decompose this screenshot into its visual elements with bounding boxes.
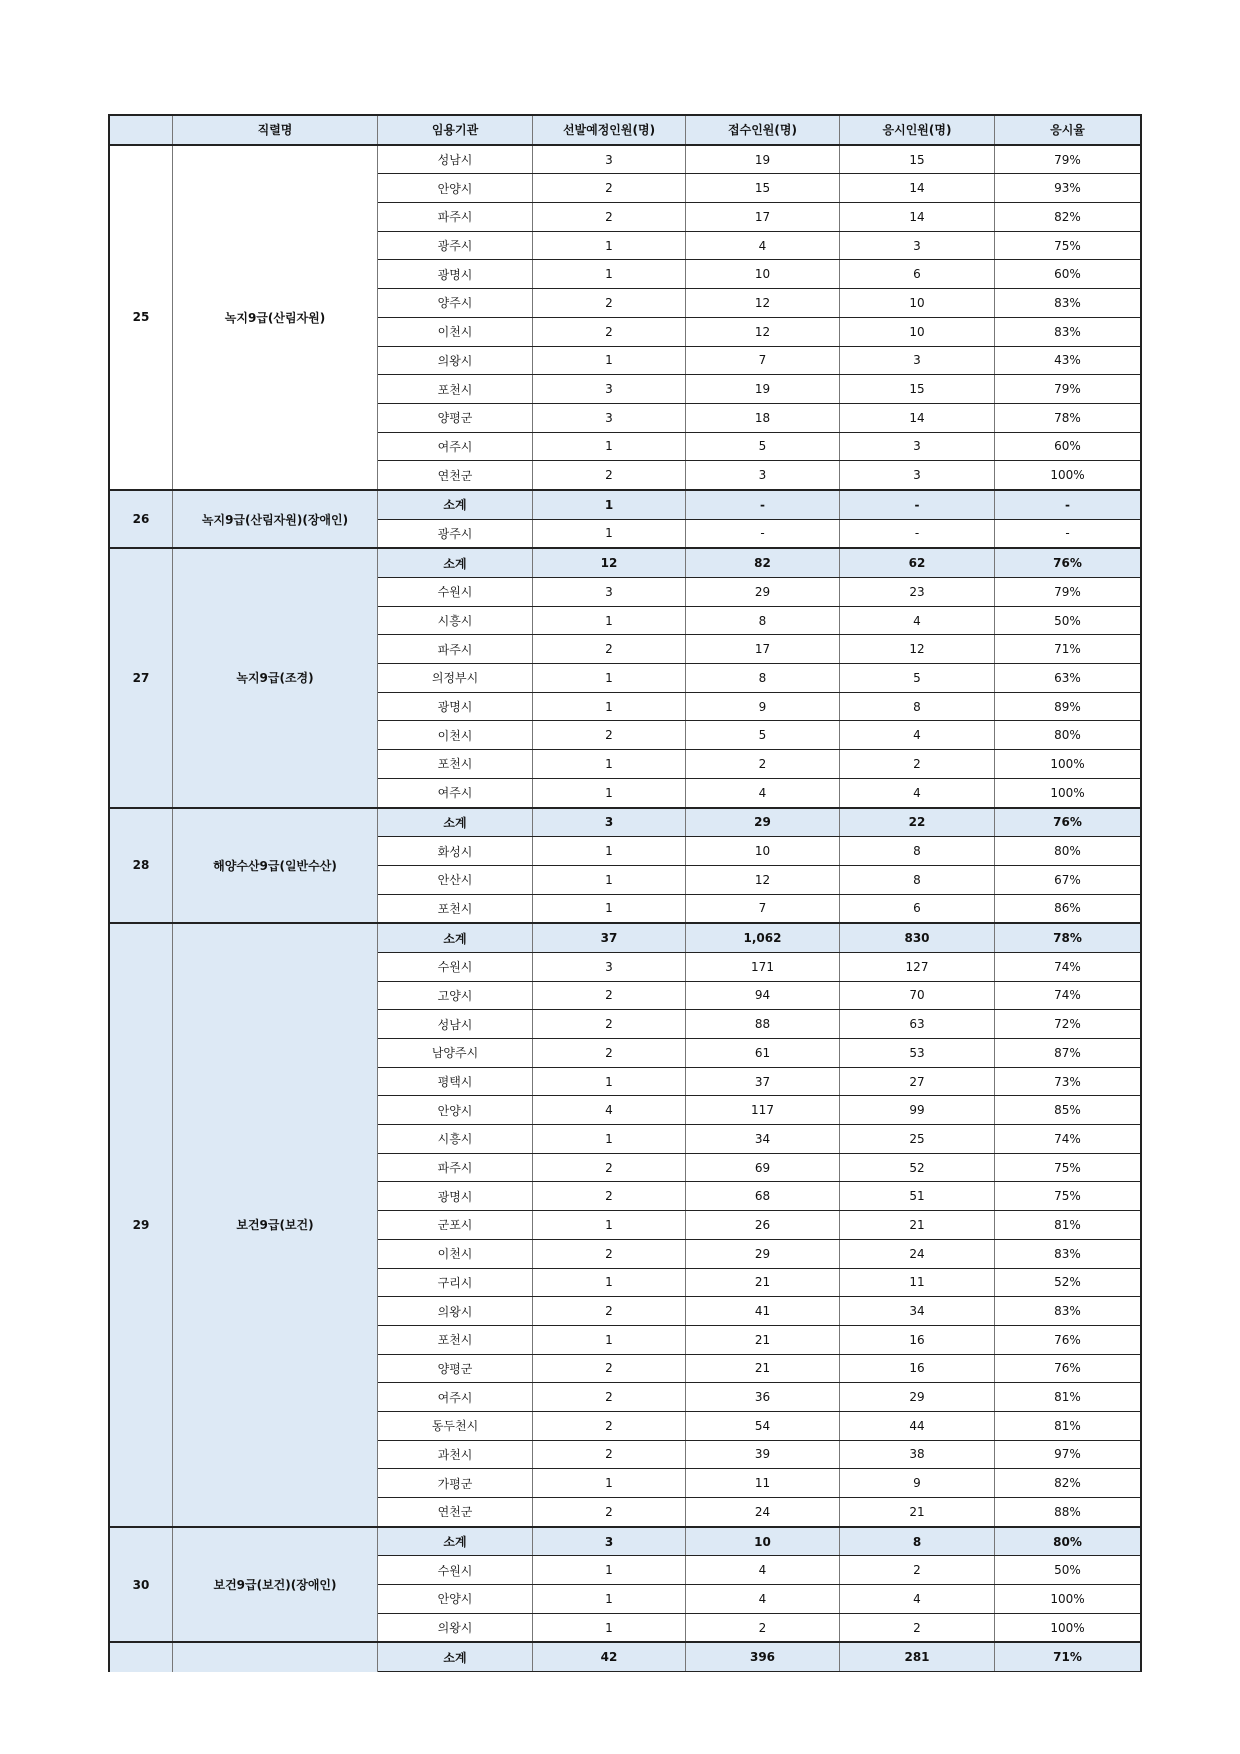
attendance-rate-cell: 74% [995,952,1142,981]
subtotal-row [109,548,1141,577]
planned-cell: 1 [533,1125,686,1154]
applied-cell: 2 [686,750,840,779]
applied-cell: 19 [686,145,840,174]
header-applied: 접수인원(명) [686,115,840,145]
attended-cell: 6 [840,260,995,289]
agency-cell: 과천시 [378,1440,533,1469]
applied-cell: 26 [686,1211,840,1240]
attendance-rate-cell: 78% [995,923,1142,952]
attendance-rate-cell: 60% [995,432,1142,461]
attended-cell: 8 [840,837,995,866]
agency-cell: 광명시 [378,692,533,721]
planned-cell: 1 [533,346,686,375]
job-series-name [173,1642,378,1671]
group-number: 30 [109,1527,173,1643]
applied-cell: 171 [686,952,840,981]
recruitment-stats-table [108,114,1142,1672]
header-no [109,115,173,145]
planned-cell: 2 [533,1182,686,1211]
agency-cell: 소계 [378,548,533,577]
agency-cell: 수원시 [378,952,533,981]
attended-cell: 14 [840,174,995,203]
attended-cell: 4 [840,721,995,750]
applied-cell: 24 [686,1498,840,1527]
planned-cell: 2 [533,1153,686,1182]
planned-cell: 2 [533,317,686,346]
planned-cell: 1 [533,1268,686,1297]
attended-cell: 15 [840,375,995,404]
attended-cell: 2 [840,750,995,779]
planned-cell: 3 [533,403,686,432]
attended-cell: 6 [840,894,995,923]
agency-cell: 연천군 [378,461,533,490]
applied-cell: 17 [686,203,840,232]
attendance-rate-cell: 89% [995,692,1142,721]
attendance-rate-cell: 82% [995,203,1142,232]
applied-cell: 10 [686,837,840,866]
applied-cell: 21 [686,1354,840,1383]
agency-cell: 여주시 [378,432,533,461]
attendance-rate-cell: 100% [995,1613,1142,1642]
attendance-rate-cell: 100% [995,461,1142,490]
attended-cell: 10 [840,317,995,346]
agency-cell: 여주시 [378,1383,533,1412]
planned-cell: 2 [533,635,686,664]
applied-cell: 34 [686,1125,840,1154]
agency-cell: 수원시 [378,578,533,607]
planned-cell: 2 [533,1411,686,1440]
planned-cell: 2 [533,721,686,750]
agency-cell: 소계 [378,1527,533,1556]
attendance-rate-cell: 50% [995,1556,1142,1585]
planned-cell: 42 [533,1642,686,1671]
attendance-rate-cell: 63% [995,664,1142,693]
applied-cell: 4 [686,1556,840,1585]
attended-cell: 53 [840,1039,995,1068]
attendance-rate-cell: 85% [995,1096,1142,1125]
agency-cell: 광명시 [378,1182,533,1211]
agency-cell: 의왕시 [378,1613,533,1642]
attendance-rate-cell: 81% [995,1411,1142,1440]
agency-cell: 고양시 [378,981,533,1010]
planned-cell: 2 [533,1440,686,1469]
attendance-rate-cell: 76% [995,548,1142,577]
attendance-rate-cell: 79% [995,578,1142,607]
attended-cell: 830 [840,923,995,952]
group-number: 27 [109,548,173,807]
attended-cell: 29 [840,1383,995,1412]
attended-cell: 4 [840,778,995,807]
attendance-rate-cell: 81% [995,1211,1142,1240]
agency-cell: 안양시 [378,174,533,203]
header-planned: 선발예정인원(명) [533,115,686,145]
agency-cell: 시흥시 [378,606,533,635]
attended-cell: 63 [840,1010,995,1039]
planned-cell: 1 [533,778,686,807]
applied-cell: - [686,490,840,519]
applied-cell: 21 [686,1268,840,1297]
planned-cell: 1 [533,1613,686,1642]
attendance-rate-cell: 76% [995,808,1142,837]
agency-cell: 이천시 [378,721,533,750]
applied-cell: 29 [686,808,840,837]
attendance-rate-cell: 100% [995,778,1142,807]
applied-cell: 4 [686,1585,840,1614]
attended-cell: 21 [840,1498,995,1527]
attendance-rate-cell: 83% [995,1239,1142,1268]
agency-cell: 구리시 [378,1268,533,1297]
applied-cell: 7 [686,894,840,923]
attended-cell: 11 [840,1268,995,1297]
attended-cell: 4 [840,1585,995,1614]
job-series-name: 해양수산9급(일반수산) [173,808,378,924]
agency-cell: 의정부시 [378,664,533,693]
agency-cell: 광주시 [378,231,533,260]
attended-cell: 8 [840,692,995,721]
attended-cell: - [840,490,995,519]
agency-cell: 평택시 [378,1067,533,1096]
applied-cell: 88 [686,1010,840,1039]
applied-cell: 17 [686,635,840,664]
planned-cell: 1 [533,231,686,260]
planned-cell: 3 [533,952,686,981]
planned-cell: 1 [533,837,686,866]
header-row [109,115,1141,145]
attended-cell: 99 [840,1096,995,1125]
attended-cell: 70 [840,981,995,1010]
attended-cell: 3 [840,432,995,461]
table-row [109,145,1141,174]
attendance-rate-cell: 100% [995,750,1142,779]
attendance-rate-cell: 52% [995,1268,1142,1297]
agency-cell: 파주시 [378,203,533,232]
attendance-rate-cell: 74% [995,1125,1142,1154]
header-job-series: 직렬명 [173,115,378,145]
attended-cell: 2 [840,1613,995,1642]
attendance-rate-cell: 75% [995,1153,1142,1182]
applied-cell: 117 [686,1096,840,1125]
planned-cell: 1 [533,865,686,894]
agency-cell: 수원시 [378,1556,533,1585]
attended-cell: 3 [840,231,995,260]
agency-cell: 소계 [378,923,533,952]
header-agency: 임용기관 [378,115,533,145]
planned-cell: 2 [533,1010,686,1039]
attended-cell: 281 [840,1642,995,1671]
applied-cell: 396 [686,1642,840,1671]
agency-cell: 포천시 [378,1325,533,1354]
attended-cell: 22 [840,808,995,837]
planned-cell: 3 [533,375,686,404]
applied-cell: 36 [686,1383,840,1412]
applied-cell: 39 [686,1440,840,1469]
attended-cell: 3 [840,461,995,490]
job-series-name: 녹지9급(산림자원) [173,145,378,490]
agency-cell: 소계 [378,490,533,519]
agency-cell: 동두천시 [378,1411,533,1440]
attendance-rate-cell: 81% [995,1383,1142,1412]
planned-cell: 3 [533,145,686,174]
attended-cell: 27 [840,1067,995,1096]
agency-cell: 의왕시 [378,346,533,375]
planned-cell: 37 [533,923,686,952]
planned-cell: 1 [533,260,686,289]
applied-cell: 61 [686,1039,840,1068]
applied-cell: 12 [686,317,840,346]
planned-cell: 2 [533,1039,686,1068]
agency-cell: 성남시 [378,1010,533,1039]
group-number: 25 [109,145,173,490]
attended-cell: 9 [840,1469,995,1498]
attendance-rate-cell: 71% [995,1642,1142,1671]
attendance-rate-cell: 79% [995,375,1142,404]
planned-cell: 1 [533,1325,686,1354]
applied-cell: 12 [686,865,840,894]
planned-cell: 1 [533,1469,686,1498]
attendance-rate-cell: 83% [995,1297,1142,1326]
agency-cell: 안산시 [378,865,533,894]
job-series-name: 보건9급(보건) [173,923,378,1526]
planned-cell: 2 [533,174,686,203]
attended-cell: 51 [840,1182,995,1211]
header-attendance-rate: 응시율 [995,115,1142,145]
planned-cell: 1 [533,519,686,548]
attendance-rate-cell: 50% [995,606,1142,635]
agency-cell: 파주시 [378,1153,533,1182]
applied-cell: 4 [686,231,840,260]
attendance-rate-cell: 43% [995,346,1142,375]
attendance-rate-cell: 71% [995,635,1142,664]
planned-cell: 2 [533,289,686,318]
attended-cell: 25 [840,1125,995,1154]
agency-cell: 여주시 [378,778,533,807]
applied-cell: 68 [686,1182,840,1211]
applied-cell: 12 [686,289,840,318]
attended-cell: 16 [840,1354,995,1383]
agency-cell: 시흥시 [378,1125,533,1154]
attended-cell: 52 [840,1153,995,1182]
planned-cell: 1 [533,692,686,721]
applied-cell: 69 [686,1153,840,1182]
applied-cell: 5 [686,721,840,750]
attendance-rate-cell: 76% [995,1354,1142,1383]
applied-cell: 29 [686,578,840,607]
group-number: 29 [109,923,173,1526]
applied-cell: 82 [686,548,840,577]
attendance-rate-cell: 83% [995,289,1142,318]
attended-cell: 14 [840,203,995,232]
attended-cell: 16 [840,1325,995,1354]
attended-cell: 10 [840,289,995,318]
attendance-rate-cell: 73% [995,1067,1142,1096]
planned-cell: 1 [533,894,686,923]
applied-cell: 19 [686,375,840,404]
attended-cell: 21 [840,1211,995,1240]
agency-cell: 포천시 [378,750,533,779]
agency-cell: 포천시 [378,894,533,923]
planned-cell: 12 [533,548,686,577]
group-number: 26 [109,490,173,548]
agency-cell: 이천시 [378,317,533,346]
attendance-rate-cell: 88% [995,1498,1142,1527]
attendance-rate-cell: 78% [995,403,1142,432]
agency-cell: 가평군 [378,1469,533,1498]
attendance-rate-cell: 80% [995,837,1142,866]
planned-cell: 1 [533,664,686,693]
agency-cell: 양주시 [378,289,533,318]
attended-cell: 14 [840,403,995,432]
planned-cell: 1 [533,490,686,519]
planned-cell: 1 [533,750,686,779]
subtotal-row [109,923,1141,952]
planned-cell: 2 [533,1498,686,1527]
agency-cell: 화성시 [378,837,533,866]
attended-cell: 4 [840,606,995,635]
planned-cell: 3 [533,578,686,607]
attendance-rate-cell: 75% [995,1182,1142,1211]
agency-cell: 연천군 [378,1498,533,1527]
attendance-rate-cell: 80% [995,1527,1142,1556]
attended-cell: 62 [840,548,995,577]
applied-cell: 9 [686,692,840,721]
attended-cell: 127 [840,952,995,981]
attendance-rate-cell: 75% [995,231,1142,260]
attended-cell: 38 [840,1440,995,1469]
attended-cell: 23 [840,578,995,607]
planned-cell: 2 [533,203,686,232]
applied-cell: 37 [686,1067,840,1096]
planned-cell: 2 [533,1383,686,1412]
attended-cell: 15 [840,145,995,174]
attendance-rate-cell: 79% [995,145,1142,174]
agency-cell: 소계 [378,1642,533,1671]
planned-cell: 2 [533,1297,686,1326]
applied-cell: 3 [686,461,840,490]
applied-cell: 7 [686,346,840,375]
applied-cell: 1,062 [686,923,840,952]
planned-cell: 4 [533,1096,686,1125]
agency-cell: 군포시 [378,1211,533,1240]
applied-cell: 8 [686,606,840,635]
attendance-rate-cell: 60% [995,260,1142,289]
attendance-rate-cell: - [995,519,1142,548]
attendance-rate-cell: 76% [995,1325,1142,1354]
agency-cell: 포천시 [378,375,533,404]
applied-cell: 54 [686,1411,840,1440]
attendance-rate-cell: 72% [995,1010,1142,1039]
planned-cell: 1 [533,606,686,635]
applied-cell: 10 [686,1527,840,1556]
subtotal-row [109,1527,1141,1556]
planned-cell: 1 [533,1211,686,1240]
attendance-rate-cell: 100% [995,1585,1142,1614]
agency-cell: 의왕시 [378,1297,533,1326]
job-series-name: 녹지9급(산림자원)(장애인) [173,490,378,548]
attendance-rate-cell: 80% [995,721,1142,750]
attended-cell: 8 [840,1527,995,1556]
attendance-rate-cell: 67% [995,865,1142,894]
planned-cell: 1 [533,1556,686,1585]
agency-cell: 성남시 [378,145,533,174]
agency-cell: 안양시 [378,1096,533,1125]
applied-cell: 21 [686,1325,840,1354]
attended-cell: - [840,519,995,548]
header-attended: 응시인원(명) [840,115,995,145]
planned-cell: 2 [533,1239,686,1268]
attendance-rate-cell: 83% [995,317,1142,346]
job-series-name: 보건9급(보건)(장애인) [173,1527,378,1643]
applied-cell: - [686,519,840,548]
attendance-rate-cell: - [995,490,1142,519]
applied-cell: 8 [686,664,840,693]
attended-cell: 8 [840,865,995,894]
attended-cell: 24 [840,1239,995,1268]
agency-cell: 양평군 [378,403,533,432]
applied-cell: 2 [686,1613,840,1642]
attendance-rate-cell: 97% [995,1440,1142,1469]
planned-cell: 3 [533,808,686,837]
agency-cell: 광명시 [378,260,533,289]
subtotal-row [109,490,1141,519]
agency-cell: 광주시 [378,519,533,548]
subtotal-row [109,1642,1141,1671]
applied-cell: 18 [686,403,840,432]
planned-cell: 1 [533,1585,686,1614]
attended-cell: 2 [840,1556,995,1585]
applied-cell: 94 [686,981,840,1010]
attended-cell: 5 [840,664,995,693]
attendance-rate-cell: 87% [995,1039,1142,1068]
planned-cell: 2 [533,1354,686,1383]
planned-cell: 1 [533,432,686,461]
attended-cell: 12 [840,635,995,664]
attendance-rate-cell: 82% [995,1469,1142,1498]
attended-cell: 34 [840,1297,995,1326]
applied-cell: 41 [686,1297,840,1326]
agency-cell: 이천시 [378,1239,533,1268]
applied-cell: 10 [686,260,840,289]
attendance-rate-cell: 74% [995,981,1142,1010]
applied-cell: 4 [686,778,840,807]
planned-cell: 3 [533,1527,686,1556]
planned-cell: 1 [533,1067,686,1096]
agency-cell: 파주시 [378,635,533,664]
agency-cell: 소계 [378,808,533,837]
applied-cell: 29 [686,1239,840,1268]
attendance-rate-cell: 93% [995,174,1142,203]
planned-cell: 2 [533,981,686,1010]
agency-cell: 남양주시 [378,1039,533,1068]
job-series-name: 녹지9급(조경) [173,548,378,807]
attendance-rate-cell: 86% [995,894,1142,923]
subtotal-row [109,808,1141,837]
applied-cell: 11 [686,1469,840,1498]
agency-cell: 안양시 [378,1585,533,1614]
group-number [109,1642,173,1671]
agency-cell: 양평군 [378,1354,533,1383]
planned-cell: 2 [533,461,686,490]
attended-cell: 3 [840,346,995,375]
applied-cell: 15 [686,174,840,203]
attended-cell: 44 [840,1411,995,1440]
applied-cell: 5 [686,432,840,461]
group-number: 28 [109,808,173,924]
